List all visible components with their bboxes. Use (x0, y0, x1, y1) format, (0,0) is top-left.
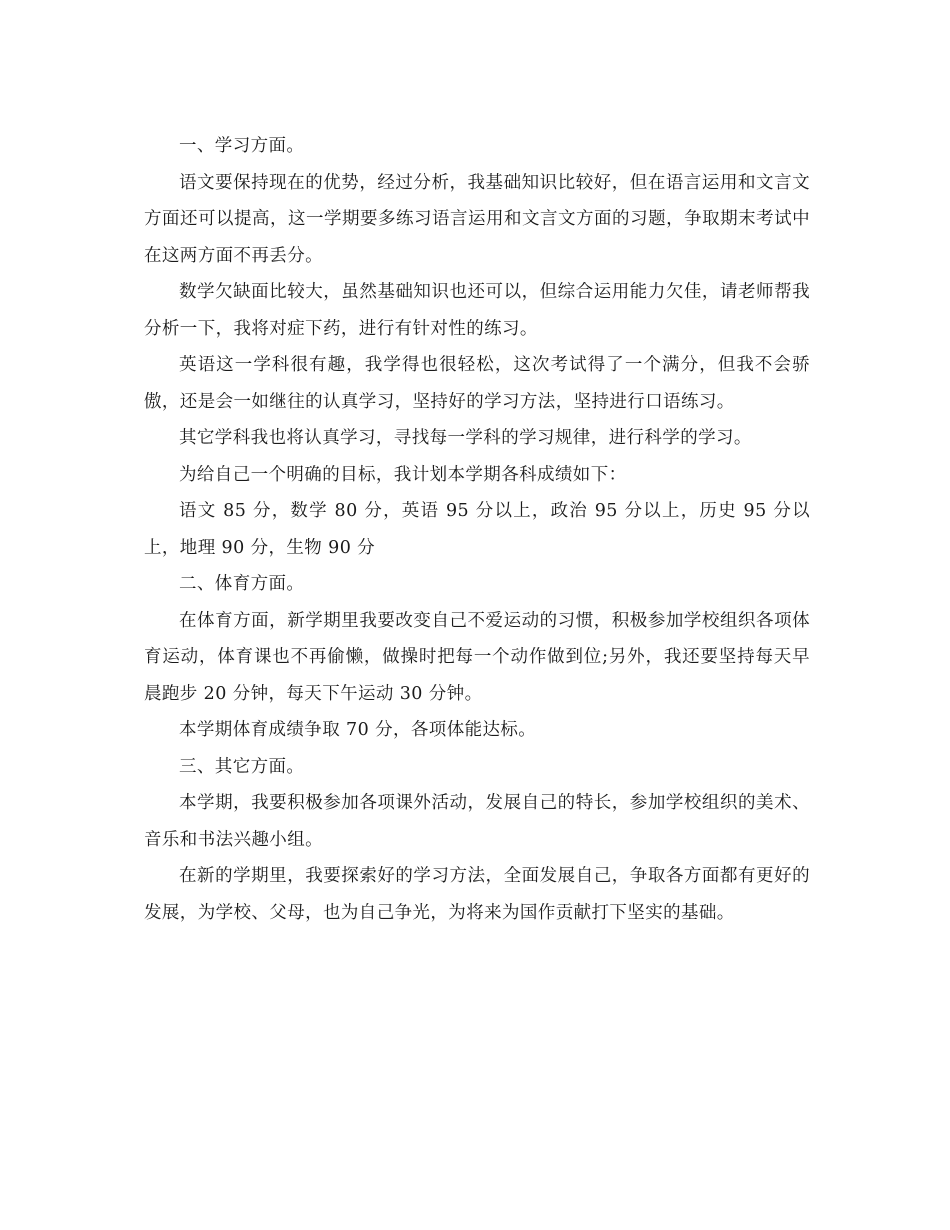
paragraph-chinese: 语文要保持现在的优势，经过分析，我基础知识比较好，但在语言运用和文言文方面还可以提高，这一学期要多练习语言运用和文言文方面的习题，争取期末考试中在这两方面不再丢分。 (144, 172, 810, 266)
paragraph-other-subjects: 其它学科我也将认真学习，寻找每一学科的学习规律，进行科学的学习。 (179, 428, 752, 448)
paragraph-sports-plan: 在体育方面，新学期里我要改变自己不爱运动的习惯，积极参加学校组织各项体育运动，体育课也不再偷懒，做操时把每一个动作做到位;另外，我还要坚持每天早晨跑步 20 分钟，每天下午运动 30 分钟。 (144, 610, 810, 704)
section-heading-study: 一、学习方面。 (179, 136, 305, 156)
paragraph-math: 数学欠缺面比较大，虽然基础知识也还可以，但综合运用能力欠佳，请老师帮我分析一下，我将对症下药，进行有针对性的练习。 (144, 282, 810, 339)
paragraph-activities: 本学期，我要积极参加各项课外活动，发展自己的特长，参加学校组织的美术、音乐和书法兴趣小组。 (144, 793, 810, 850)
paragraph-sports-target: 本学期体育成绩争取 70 分，各项体能达标。 (179, 720, 537, 740)
paragraph-closing: 在新的学期里，我要探索好的学习方法，全面发展自己，争取各方面都有更好的发展，为学校、父母，也为自己争光，为将来为国作贡献打下坚实的基础。 (144, 866, 810, 923)
paragraph-goal-intro: 为给自己一个明确的目标，我计划本学期各科成绩如下： (179, 464, 627, 485)
paragraph-score-targets: 语文 85 分，数学 80 分，英语 95 分以上，政治 95 分以上，历史 95 分以上，地理 90 分，生物 90 分 (144, 501, 810, 558)
section-heading-sports: 二、体育方面。 (179, 574, 305, 594)
document-body (144, 128, 810, 931)
paragraph-english: 英语这一学科很有趣，我学得也很轻松，这次考试得了一个满分，但我不会骄傲，还是会一如继往的认真学习，坚持好的学习方法，坚持进行口语练习。 (144, 355, 810, 412)
section-heading-other: 三、其它方面。 (179, 756, 305, 777)
